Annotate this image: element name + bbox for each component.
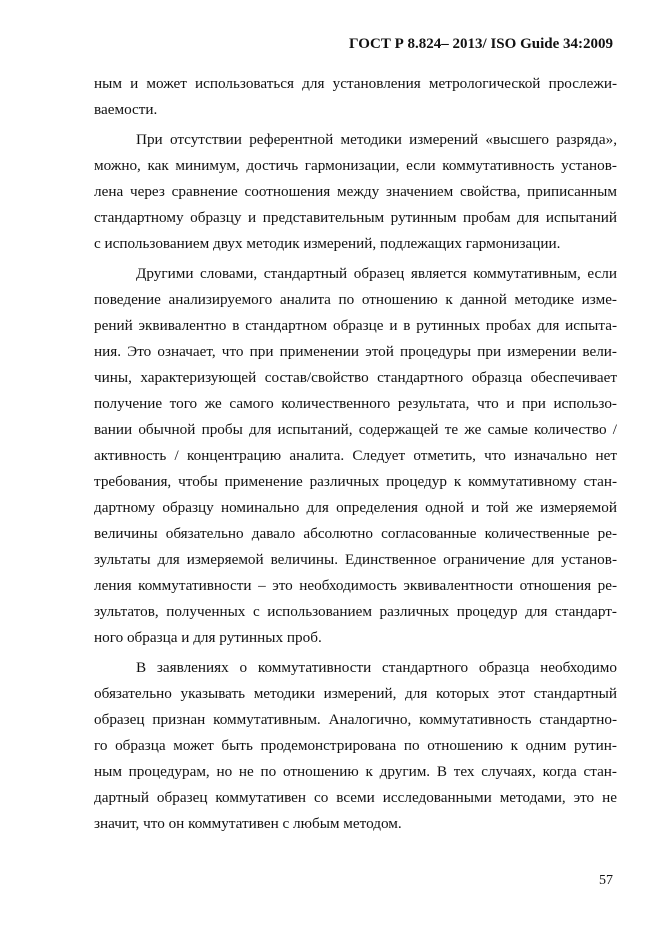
text-line: В заявлениях о коммутативности стандартного образца необходимо (136, 659, 617, 676)
text-line: ным процедурам, но не по отношению к другим. В тех случаях, когда стан- (94, 763, 617, 780)
text-line: чины, характеризующей состав/свойство стандартного образца обеспечивает (94, 369, 617, 386)
text-line: требования, чтобы применение различных процедур к коммутативному стан- (94, 473, 617, 490)
text-line: дартному образцу номинально для определения одной и той же измеряемой (94, 499, 617, 516)
paragraph (94, 127, 617, 257)
paragraph (94, 261, 617, 651)
text-line: получение того же самого количественного результата, что и при использо- (94, 395, 617, 412)
text-line: При отсутствии референтной методики измерений «высшего разряда», (136, 131, 617, 148)
text-line: рений эквивалентно в стандартном образце и в рутинных пробах для испыта- (94, 317, 617, 334)
page-number: 57 (599, 873, 613, 888)
text-line: поведение анализируемого аналита по отношению к данной методике изме- (94, 291, 617, 308)
text-line: с использованием двух методик измерений, подлежащих гармонизации. (94, 235, 561, 252)
text-line: активность / концентрацию аналита. Следует отметить, что изначально нет (94, 447, 617, 464)
text-line: образец признан коммутативным. Аналогично, коммутативность стандартно- (94, 711, 617, 728)
text-line: лена через сравнение соотношения между значением свойства, приписанным (94, 183, 617, 200)
text-line: Другими словами, стандартный образец является коммутативным, если (136, 265, 617, 282)
text-line: величины обязательно давало абсолютно согласованные количественные ре- (94, 525, 617, 542)
body-text (94, 71, 617, 837)
text-line: вании обычной пробы для испытаний, содержащей те же самые количество / (94, 421, 617, 438)
text-line: ния. Это означает, что при применении этой процедуры при измерении вели- (94, 343, 617, 360)
text-line: зультатов, полученных с использованием различных процедур для стандарт- (94, 603, 617, 620)
text-line: ваемости. (94, 101, 158, 118)
paragraph (94, 655, 617, 837)
text-line: ного образца и для рутинных проб. (94, 629, 322, 646)
text-line: стандартному образцу и представительным рутинным пробам для испытаний (94, 209, 617, 226)
document-header: ГОСТ Р 8.824– 2013/ ISO Guide 34:2009 (349, 36, 613, 52)
text-line: ления коммутативности – это необходимость эквивалентности отношения ре- (94, 577, 617, 594)
text-line: можно, как минимум, достичь гармонизации, если коммутативность установ- (94, 157, 617, 174)
text-line: ным и может использоваться для установления метрологической прослежи- (94, 75, 617, 92)
text-line: зультаты для измеряемой величины. Единственное ограничение для установ- (94, 551, 617, 568)
paragraph (94, 71, 617, 123)
text-line: го образца может быть продемонстрирована по отношению к одним рутин- (94, 737, 617, 754)
text-line: обязательно указывать методики измерений, для которых этот стандартный (94, 685, 617, 702)
text-line: значит, что он коммутативен с любым методом. (94, 815, 402, 832)
text-line: дартный образец коммутативен со всеми исследованными методами, это не (94, 789, 617, 806)
